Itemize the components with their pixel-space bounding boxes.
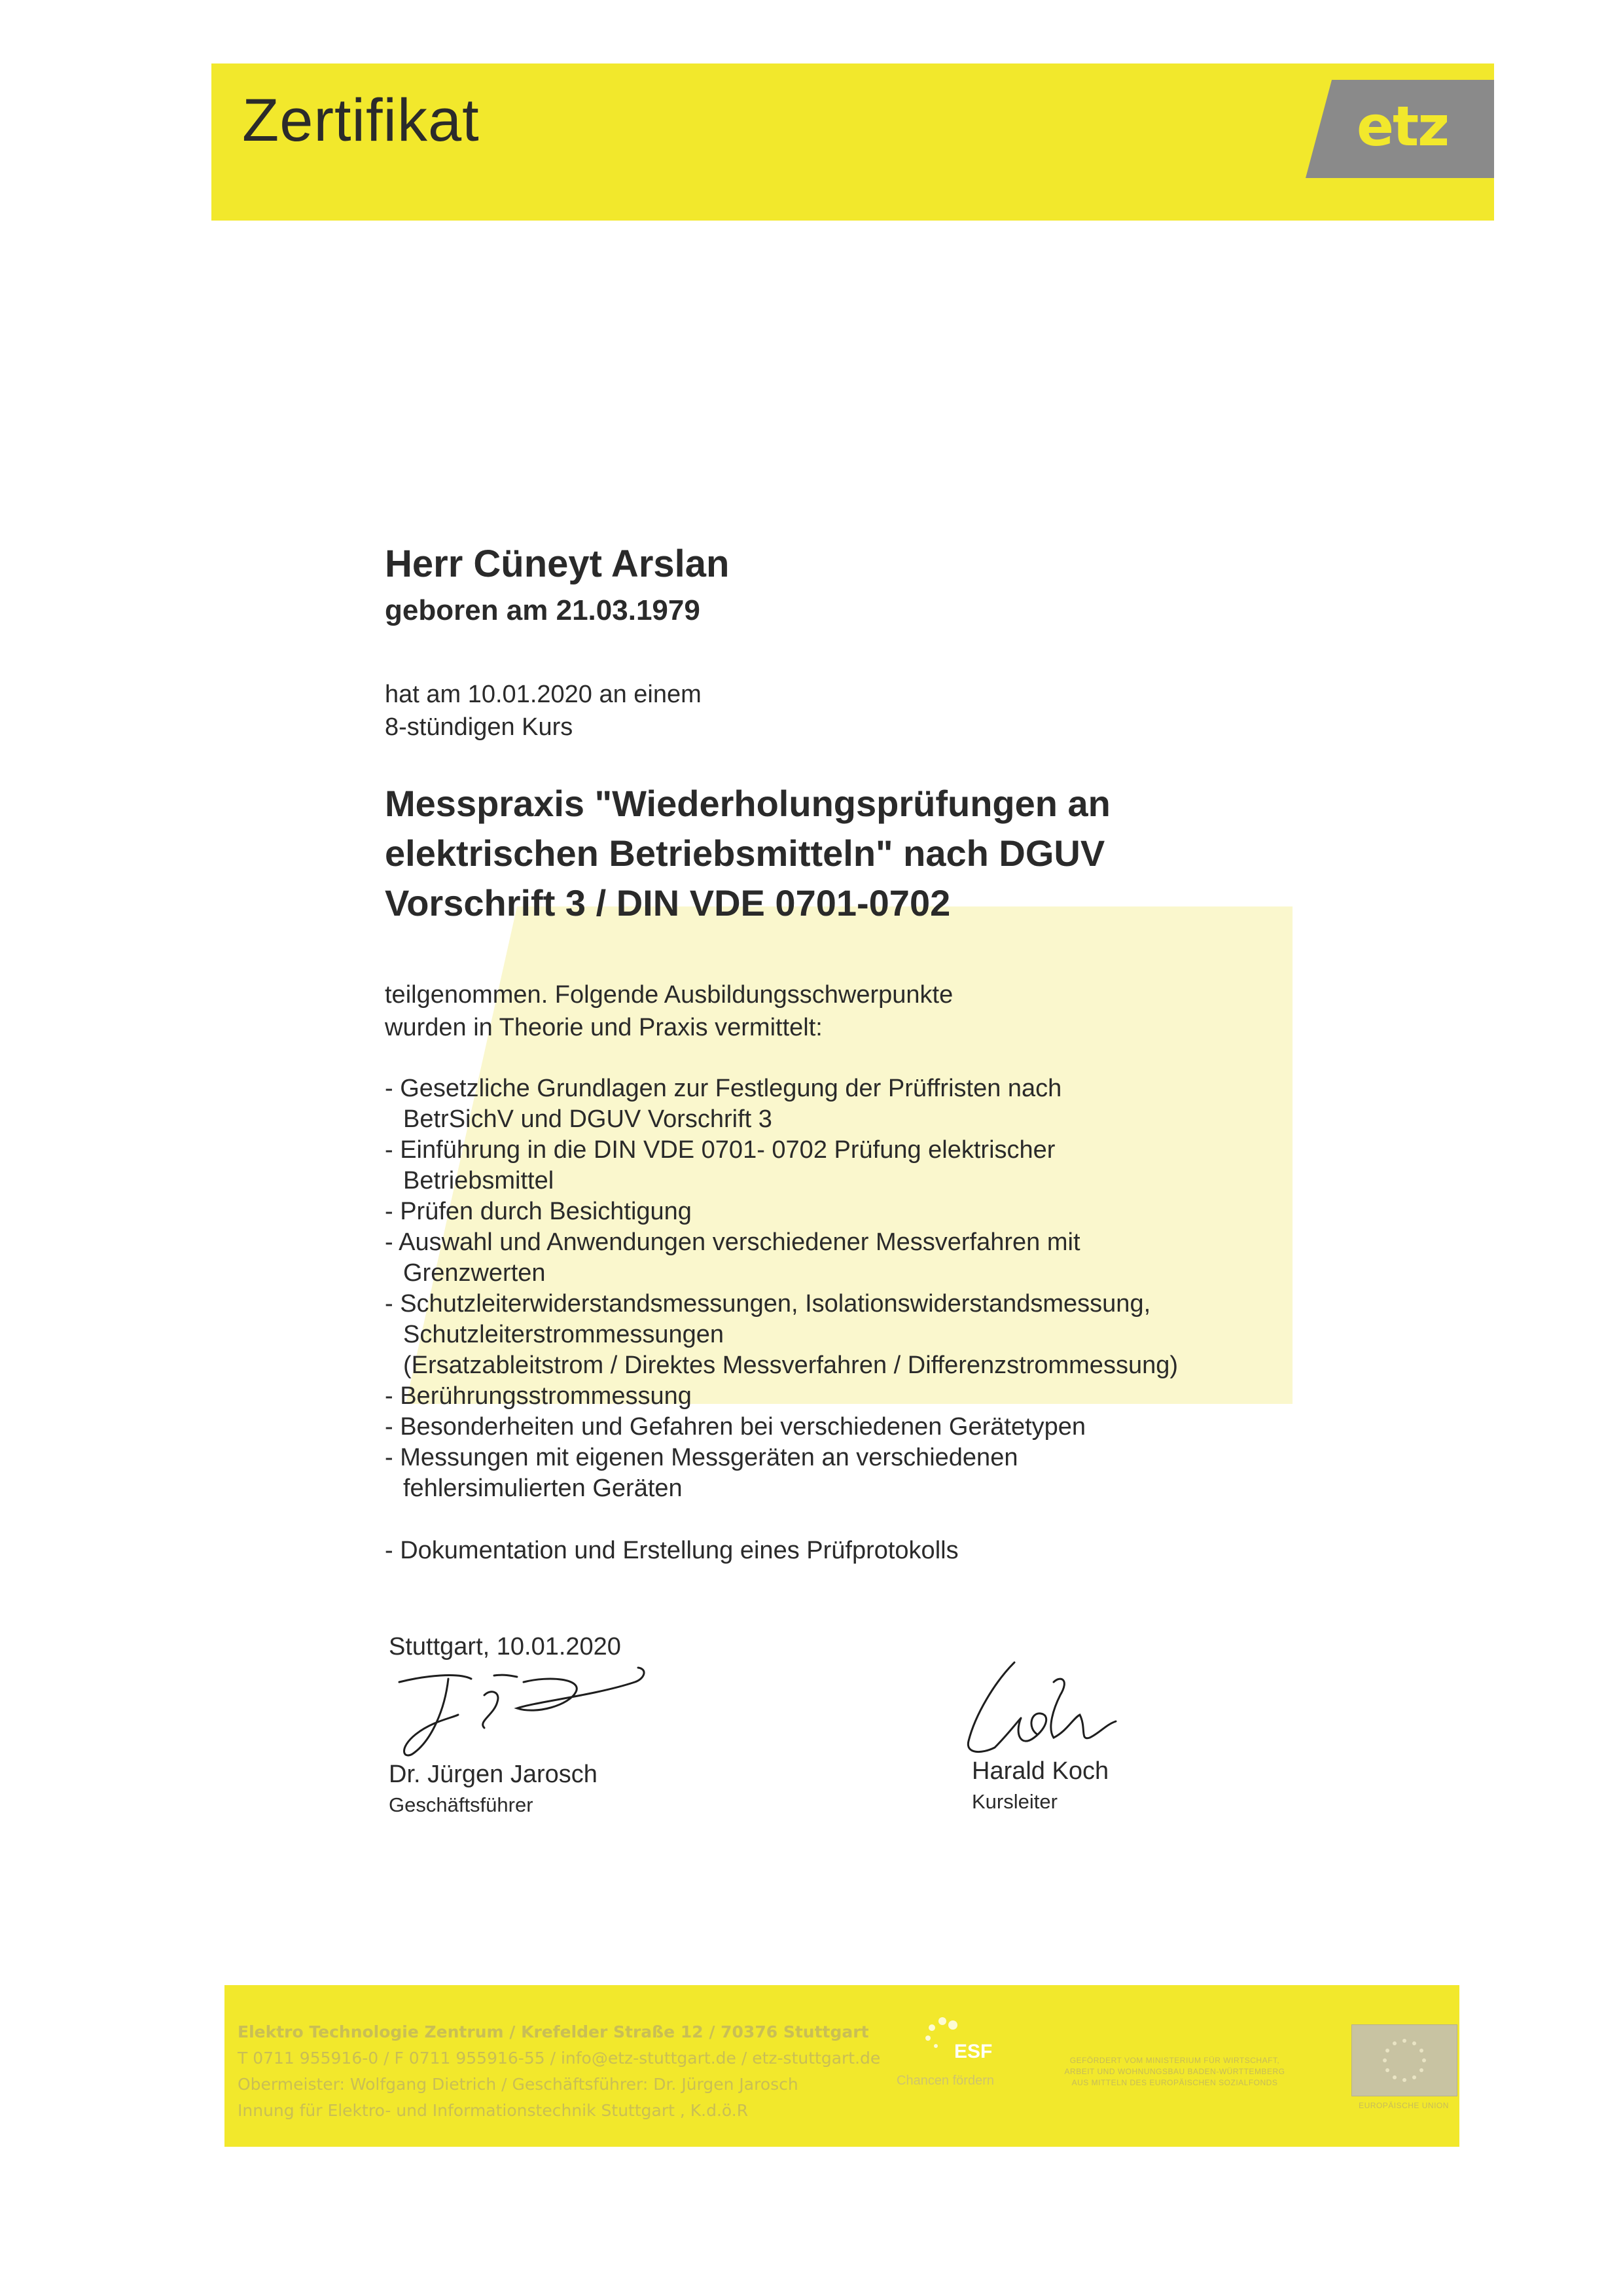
list-item xyxy=(385,1196,1178,1227)
signature-koch xyxy=(955,1656,1165,1767)
esf-subtitle: Chancen fördern xyxy=(897,2073,994,2088)
list-item xyxy=(385,1381,1178,1412)
birth-date: geboren am 21.03.1979 xyxy=(385,594,700,626)
topic-list xyxy=(385,1073,1178,1504)
course-title-line: Vorschrift 3 / DIN VDE 0701-0702 xyxy=(385,882,951,924)
eu-flag-icon xyxy=(1351,2024,1457,2096)
funding-line: AUS MITTELN DES EUROPÄISCHEN SOZIALFONDS xyxy=(1071,2078,1278,2087)
list-item xyxy=(385,1073,1178,1135)
place-date: Stuttgart, 10.01.2020 xyxy=(389,1633,621,1660)
etz-logo xyxy=(1306,80,1494,178)
topic-continuation: fehlersimulierten Geräten xyxy=(403,1475,683,1502)
topic-text: - Einführung in die DIN VDE 0701- 0702 Prüfung elektrischer xyxy=(385,1136,1056,1164)
signer-role: Geschäftsführer xyxy=(389,1793,533,1816)
footer-address xyxy=(238,2019,880,2124)
topic-text: - Besonderheiten und Gefahren bei verschiedenen Gerätetypen xyxy=(385,1413,1086,1441)
signature-jarosch xyxy=(386,1656,661,1774)
list-item xyxy=(385,1135,1178,1196)
topic-text: - Messungen mit eigenen Messgeräten an verschiedenen xyxy=(385,1444,1018,1471)
funding-line: ARBEIT UND WOHNUNGSBAU BADEN-WÜRTTEMBERG xyxy=(1064,2067,1285,2076)
footer-line: Elektro Technologie Zentrum / Krefelder Straße 12 / 70376 Stuttgart xyxy=(238,2022,869,2041)
topic-text: - Prüfen durch Besichtigung xyxy=(385,1198,692,1225)
list-item xyxy=(385,1412,1178,1443)
signer-name: Harald Koch xyxy=(972,1757,1109,1785)
list-item xyxy=(385,1443,1178,1504)
funding-note xyxy=(1044,2055,1306,2089)
footer-line: T 0711 955916-0 / F 0711 955916-55 / info@etz-stuttgart.de / etz-stuttgart.de xyxy=(238,2049,881,2068)
topic-continuation: Grenzwerten xyxy=(403,1259,546,1287)
participation-text xyxy=(385,978,953,1044)
topic-text: - Schutzleiterwiderstandsmessungen, Isolationswiderstandsmessung, xyxy=(385,1290,1151,1318)
intro-line-1: hat am 10.01.2020 an einem xyxy=(385,681,702,708)
logo-text: etz xyxy=(1357,94,1449,158)
eu-label: EUROPÄISCHE UNION xyxy=(1359,2101,1449,2110)
course-title-line: elektrischen Betriebsmitteln" nach DGUV xyxy=(385,833,1105,874)
signer-role: Kursleiter xyxy=(972,1790,1058,1813)
esf-label: ESF xyxy=(954,2041,993,2062)
course-title-line: Messpraxis "Wiederholungsprüfungen an xyxy=(385,783,1111,824)
funding-line: GEFÖRDERT VOM MINISTERIUM FÜR WIRTSCHAFT, xyxy=(1069,2056,1280,2065)
footer-line: Innung für Elektro- und Informationstechnik Stuttgart , K.d.ö.R xyxy=(238,2101,749,2120)
topic-continuation: Betriebsmittel xyxy=(403,1167,554,1194)
topic-continuation: Schutzleiterstrommessungen xyxy=(403,1321,724,1348)
footer-line: Obermeister: Wolfgang Dietrich / Geschäftsführer: Dr. Jürgen Jarosch xyxy=(238,2075,798,2094)
list-item-documentation: - Dokumentation und Erstellung eines Prüfprotokolls xyxy=(385,1537,959,1564)
signer-name: Dr. Jürgen Jarosch xyxy=(389,1761,597,1788)
topic-text: - Berührungsstrommessung xyxy=(385,1382,692,1410)
topic-text: - Gesetzliche Grundlagen zur Festlegung der Prüffristen nach xyxy=(385,1075,1062,1102)
recipient-name: Herr Cüneyt Arslan xyxy=(385,543,730,585)
participation-line: teilgenommen. Folgende Ausbildungsschwerpunkte xyxy=(385,981,954,1009)
topic-text: - Auswahl und Anwendungen verschiedener Messverfahren mit xyxy=(385,1229,1080,1256)
page-title: Zertifikat xyxy=(242,87,480,154)
intro-line-2: 8-stündigen Kurs xyxy=(385,713,573,741)
list-item xyxy=(385,1227,1178,1289)
list-item xyxy=(385,1289,1178,1381)
topic-continuation: (Ersatzableitstrom / Direktes Messverfahren / Differenzstrommessung) xyxy=(403,1352,1178,1379)
topic-continuation: BetrSichV und DGUV Vorschrift 3 xyxy=(403,1105,772,1133)
esf-logo xyxy=(897,2016,1001,2101)
course-title xyxy=(385,779,1334,928)
participation-line: wurden in Theorie und Praxis vermittelt: xyxy=(385,1014,823,1041)
